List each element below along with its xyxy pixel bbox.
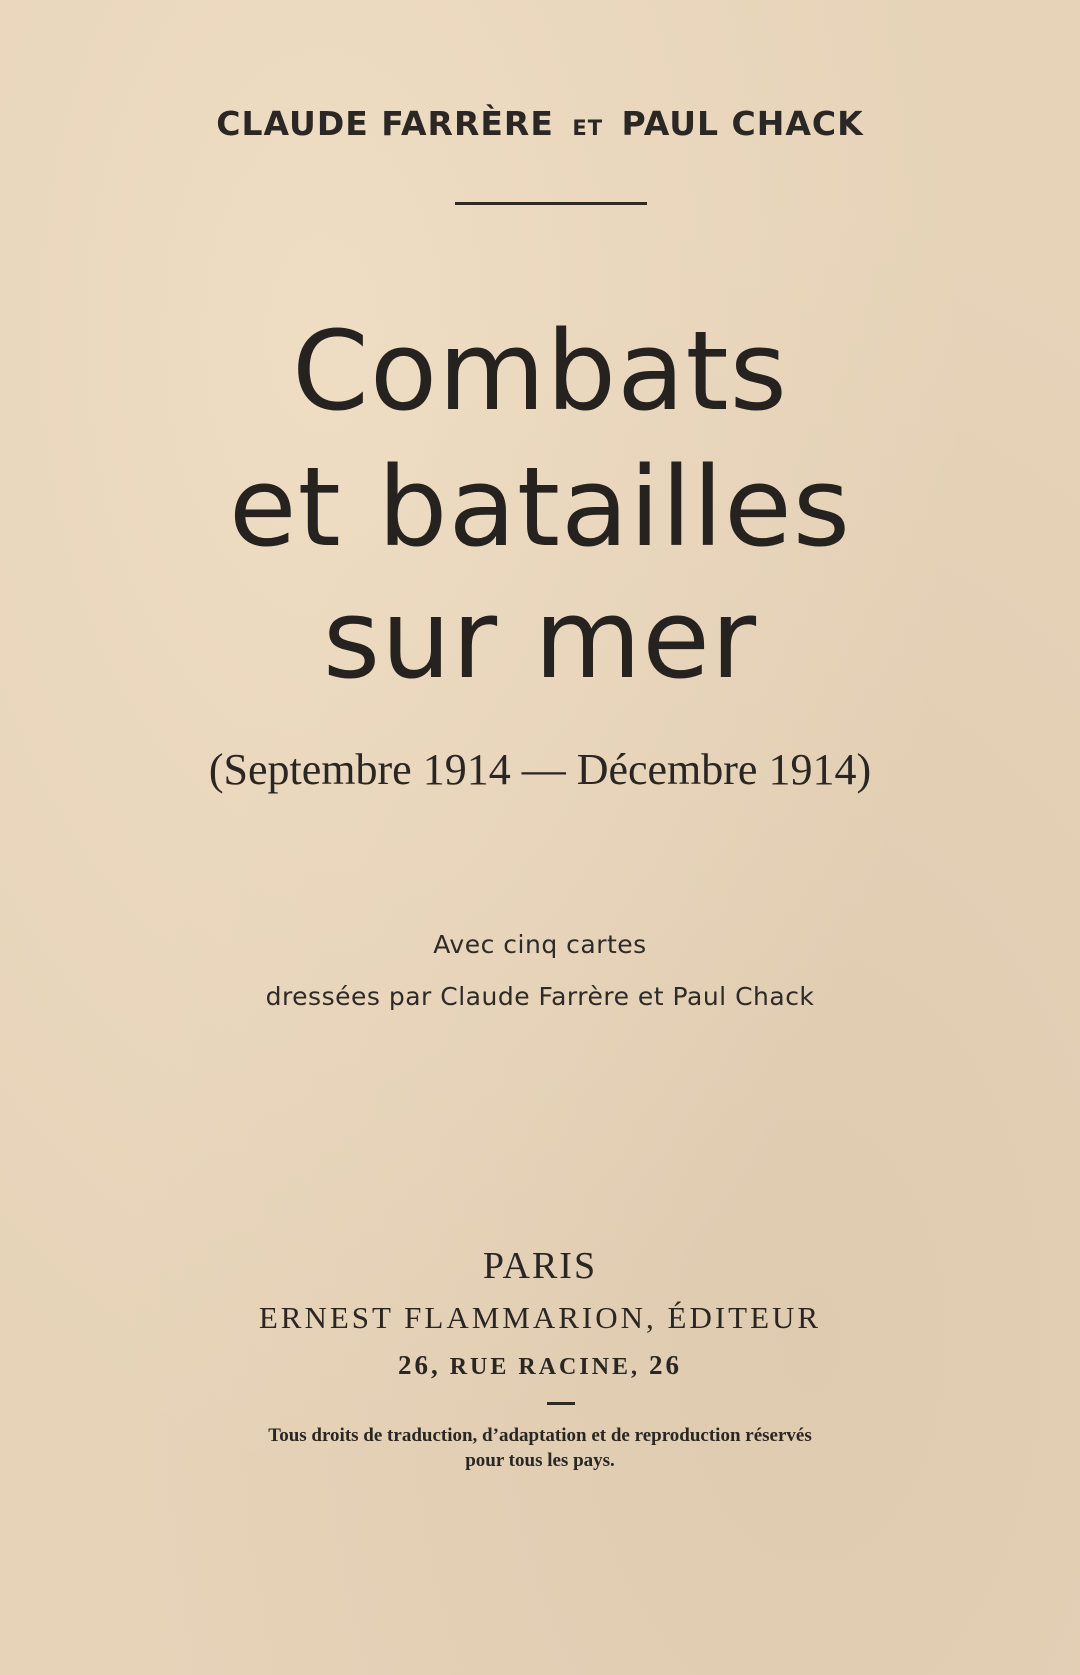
publisher-city: PARIS bbox=[482, 1245, 598, 1287]
rights-line-1: Tous droits de traduction, d’adaptation et de reproduction réservés bbox=[268, 1425, 812, 1446]
top-divider-rule bbox=[455, 202, 647, 205]
title-line-1: Combats bbox=[292, 307, 788, 435]
authors-connector: ET bbox=[572, 116, 604, 140]
author-second: PAUL CHACK bbox=[621, 104, 864, 143]
title-line-2: et batailles bbox=[228, 443, 852, 571]
date-range: (Septembre 1914 — Décembre 1914) bbox=[208, 745, 872, 794]
address-street: RUE RACINE, bbox=[449, 1354, 641, 1380]
address-number-end: 26 bbox=[649, 1350, 683, 1380]
subtitle-line-2: dressées par Claude Farrère et Paul Chack bbox=[265, 982, 815, 1011]
small-divider-rule bbox=[547, 1402, 575, 1405]
title-line-3: sur mer bbox=[322, 575, 758, 703]
author-first: CLAUDE FARRÈRE bbox=[216, 104, 554, 143]
rights-line-2: pour tous les pays. bbox=[465, 1450, 615, 1471]
address-number-start: 26, bbox=[397, 1350, 441, 1380]
publisher-name: ERNEST FLAMMARION, ÉDITEUR bbox=[258, 1300, 822, 1335]
publisher-address bbox=[0, 1350, 1080, 1381]
subtitle-line-1: Avec cinq cartes bbox=[433, 930, 647, 959]
authors-line bbox=[0, 104, 1080, 143]
